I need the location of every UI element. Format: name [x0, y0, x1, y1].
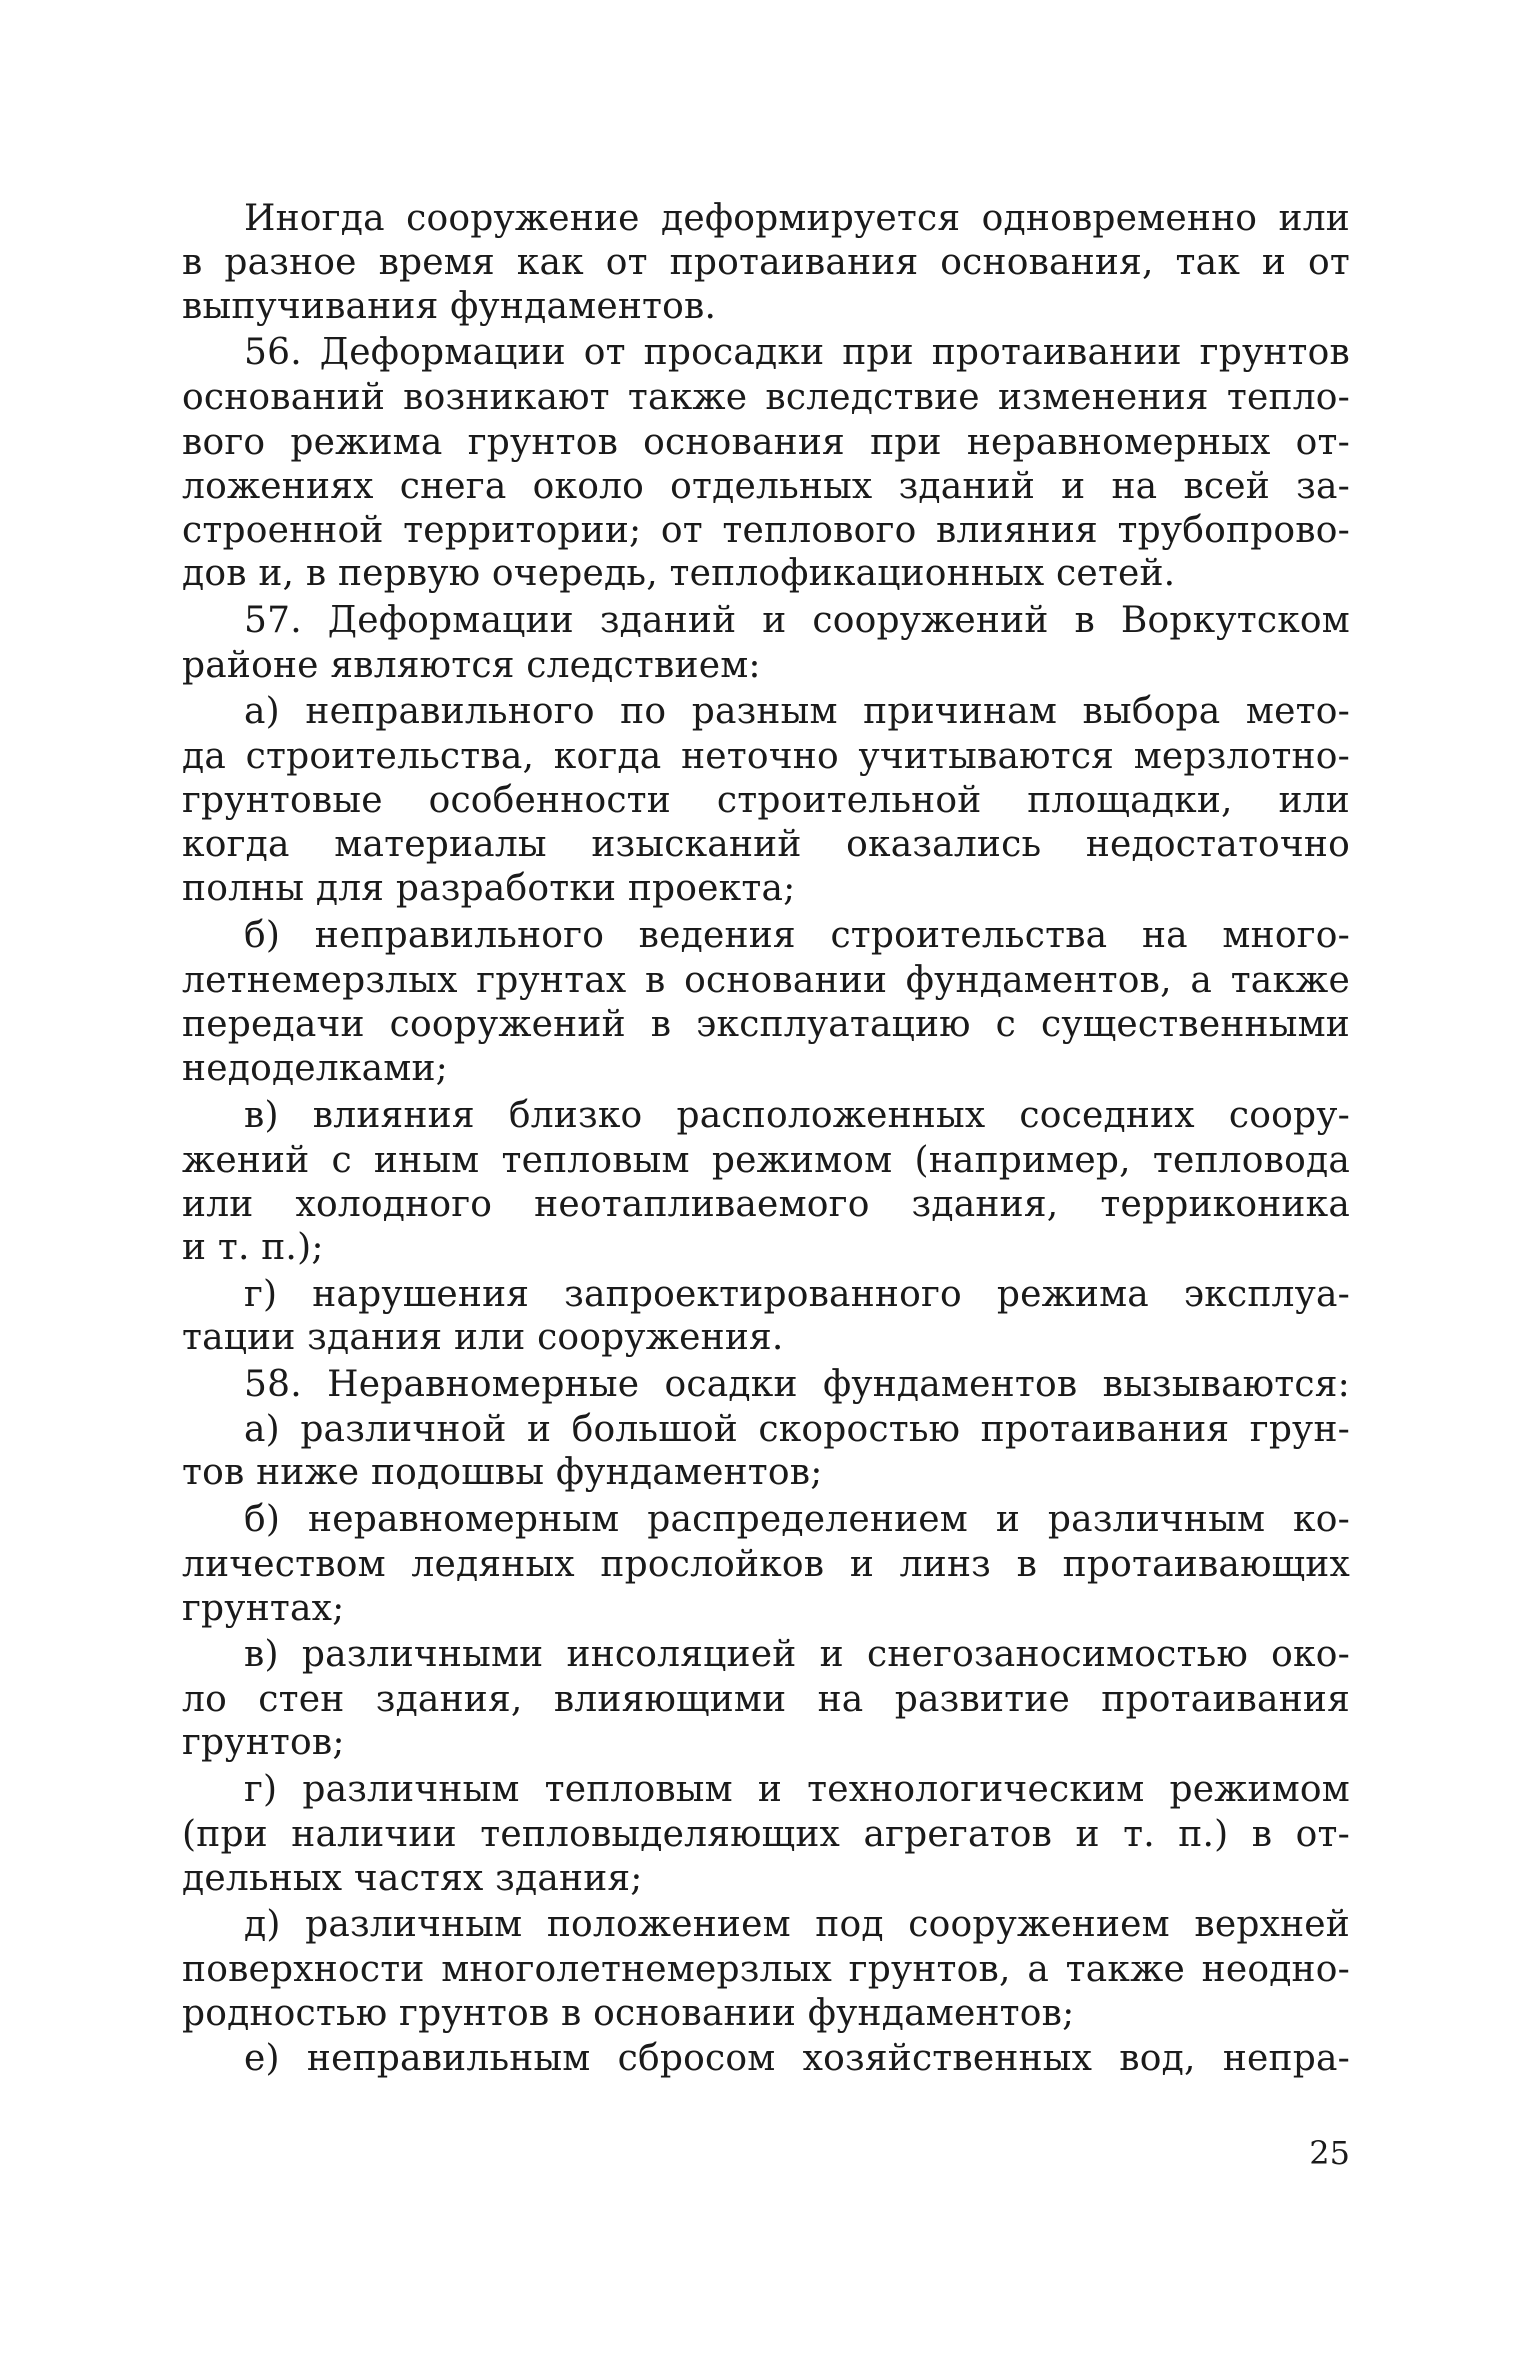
- text-line: грунтовые особенности строительной площадки, или: [182, 780, 1350, 821]
- text-line: когда материалы изысканий оказались недостаточно: [182, 824, 1350, 865]
- text-line: б) неправильного ведения строительства на много-: [244, 915, 1350, 956]
- text-line: вого режима грунтов основания при неравномерных от-: [182, 422, 1350, 463]
- text-line: а) неправильного по разным причинам выбора мето-: [244, 691, 1350, 732]
- text-line: в) влияния близко расположенных соседних соору-: [244, 1095, 1350, 1136]
- text-line: родностью грунтов в основании фундаментов;: [182, 1993, 1075, 2034]
- text-line: да строительства, когда неточно учитываются мерзлотно-: [182, 736, 1350, 777]
- text-line: тов ниже подошвы фундаментов;: [182, 1452, 823, 1493]
- text-line: а) различной и большой скоростью протаивания грун-: [244, 1409, 1350, 1450]
- text-line: дов и, в первую очередь, теплофикационных сетей.: [182, 553, 1176, 594]
- text-line: поверхности многолетнемерзлых грунтов, а также неодно-: [182, 1949, 1350, 1990]
- text-line: полны для разработки проекта;: [182, 868, 796, 909]
- page-number: 25: [1309, 2134, 1350, 2172]
- text-line: в) различными инсоляцией и снегозаносимостью око-: [244, 1634, 1350, 1675]
- text-line: 56. Деформации от просадки при протаивании грунтов: [244, 332, 1350, 373]
- text-line: выпучивания фундаментов.: [182, 286, 717, 327]
- text-line: д) различным положением под сооружением верхней: [244, 1904, 1350, 1945]
- text-line: тации здания или сооружения.: [182, 1317, 784, 1358]
- text-line: Иногда сооружение деформируется одновременно или: [244, 198, 1350, 239]
- text-line: летнемерзлых грунтах в основании фундаментов, а также: [182, 960, 1350, 1001]
- text-line: 57. Деформации зданий и сооружений в Воркутском: [244, 600, 1350, 641]
- text-line: дельных частях здания;: [182, 1858, 643, 1899]
- text-line: 58. Неравномерные осадки фундаментов вызываются:: [244, 1364, 1350, 1405]
- text-line: грунтах;: [182, 1588, 345, 1629]
- text-line: б) неравномерным распределением и различным ко-: [244, 1499, 1350, 1540]
- text-line: ло стен здания, влияющими на развитие протаивания: [182, 1679, 1350, 1720]
- text-line: в разное время как от протаивания основания, так и от: [182, 242, 1350, 283]
- text-line: г) различным тепловым и технологическим режимом: [244, 1769, 1350, 1810]
- text-line: строенной территории; от теплового влияния трубопрово-: [182, 510, 1350, 551]
- text-line: жений с иным тепловым режимом (например, тепловода: [182, 1140, 1350, 1181]
- text-line: личеством ледяных прослойков и линз в протаивающих: [182, 1544, 1350, 1585]
- text-line: е) неправильным сбросом хозяйственных вод, непра-: [244, 2038, 1350, 2079]
- text-line: (при наличии тепловыделяющих агрегатов и т. п.) в от-: [182, 1814, 1350, 1855]
- text-line: или холодного неотапливаемого здания, терриконика: [182, 1184, 1350, 1225]
- text-line: районе являются следствием:: [182, 645, 761, 686]
- text-line: г) нарушения запроектированного режима эксплуа-: [244, 1274, 1350, 1315]
- text-line: передачи сооружений в эксплуатацию с существенными: [182, 1004, 1350, 1045]
- text-line: недоделками;: [182, 1048, 448, 1089]
- text-line: ложениях снега около отдельных зданий и на всей за-: [182, 466, 1350, 507]
- text-line: и т. п.);: [182, 1227, 324, 1268]
- text-line: грунтов;: [182, 1722, 345, 1763]
- text-line: оснований возникают также вследствие изменения тепло-: [182, 377, 1350, 418]
